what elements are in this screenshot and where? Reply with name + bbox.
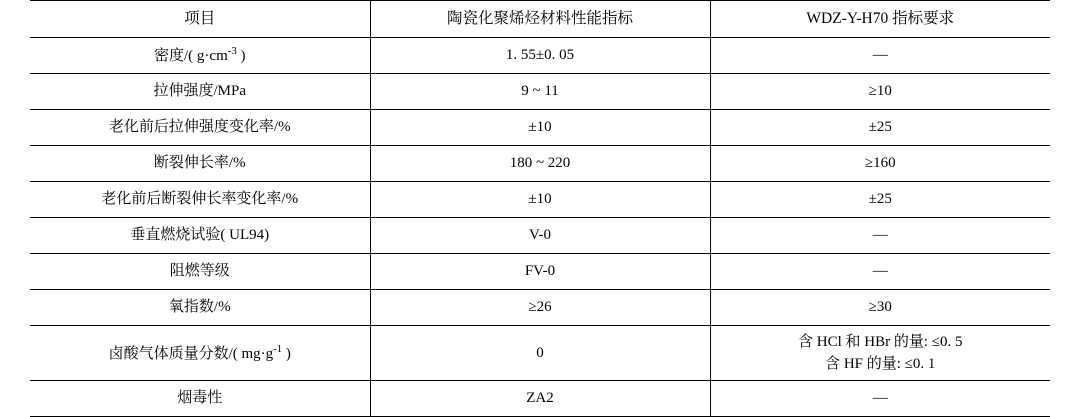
row-requirement-density: —	[872, 47, 888, 64]
density-label-suffix: )	[236, 48, 246, 65]
halogen-label-suffix: )	[282, 345, 291, 362]
table-row	[30, 74, 1050, 110]
row-value-halogen-acid-gas: 0	[370, 326, 710, 381]
row-value-tensile-strength: 9 ~ 11	[370, 74, 710, 110]
row-item-flame-retardant-grade: 阻燃等级	[30, 254, 370, 290]
column-header-ceramic-polyolefin: 陶瓷化聚烯烃材料性能指标	[370, 1, 710, 38]
table-header	[30, 1, 1050, 38]
table-row	[30, 38, 1050, 74]
row-value-elongation-at-break: 180 ~ 220	[370, 146, 710, 182]
table-row	[30, 254, 1050, 290]
table-header-row	[30, 1, 1050, 38]
table-row	[30, 182, 1050, 218]
row-item-tensile-change-rate: 老化前后拉伸强度变化率/%	[30, 110, 370, 146]
table-row	[30, 218, 1050, 254]
halogen-label-exponent: -1	[273, 342, 283, 355]
material-spec-table	[30, 0, 1050, 417]
halogen-label-prefix: 卤酸气体质量分数/( mg·g	[108, 345, 274, 362]
row-requirement-flame-retardant-grade: —	[872, 263, 888, 280]
table-row	[30, 110, 1050, 146]
density-label-prefix: 密度/( g·cm	[154, 48, 228, 65]
row-value-flame-retardant-grade: FV-0	[370, 254, 710, 290]
table-body	[30, 38, 1050, 417]
row-requirement-vertical-burning-test: —	[872, 227, 888, 244]
row-requirement-halogen-acid-gas	[710, 326, 1050, 381]
row-item-tensile-strength: 拉伸强度/MPa	[30, 74, 370, 110]
table-row	[30, 381, 1050, 417]
row-requirement-elongation-change-rate: ±25	[868, 191, 892, 208]
row-item-elongation-change-rate: 老化前后断裂伸长率变化率/%	[30, 182, 370, 218]
row-requirement-smoke-toxicity: —	[872, 390, 888, 407]
row-value-tensile-change-rate: ±10	[370, 110, 710, 146]
row-value-oxygen-index: ≥26	[370, 290, 710, 326]
halogen-requirement-line-1: 含 HCl 和 HBr 的量: ≤0. 5	[798, 333, 963, 350]
column-header-wdz-requirement: WDZ-Y-H70 指标要求	[806, 9, 955, 27]
row-value-smoke-toxicity: ZA2	[370, 381, 710, 417]
row-requirement-oxygen-index: ≥30	[868, 299, 892, 316]
row-value-vertical-burning-test: V-0	[370, 218, 710, 254]
table-row	[30, 326, 1050, 381]
halogen-requirement-line-2: 含 HF 的量: ≤0. 1	[825, 356, 936, 372]
row-item-halogen-acid-gas	[30, 326, 370, 381]
row-value-elongation-change-rate: ±10	[370, 182, 710, 218]
row-requirement-elongation-at-break: ≥160	[864, 155, 896, 172]
row-requirement-tensile-strength: ≥10	[868, 83, 892, 100]
halogen-requirement-lines	[711, 332, 1051, 375]
row-item-density	[30, 38, 370, 74]
row-requirement-tensile-change-rate: ±25	[868, 119, 892, 136]
row-item-smoke-toxicity: 烟毒性	[30, 381, 370, 417]
table-row	[30, 290, 1050, 326]
table-row	[30, 146, 1050, 182]
density-label-exponent: -3	[227, 45, 237, 58]
row-value-density: 1. 55±0. 05	[370, 38, 710, 74]
row-item-elongation-at-break: 断裂伸长率/%	[30, 146, 370, 182]
row-item-oxygen-index: 氧指数/%	[30, 290, 370, 326]
row-item-vertical-burning-test: 垂直燃烧试验( UL94)	[30, 218, 370, 254]
column-header-item: 项目	[30, 1, 370, 38]
